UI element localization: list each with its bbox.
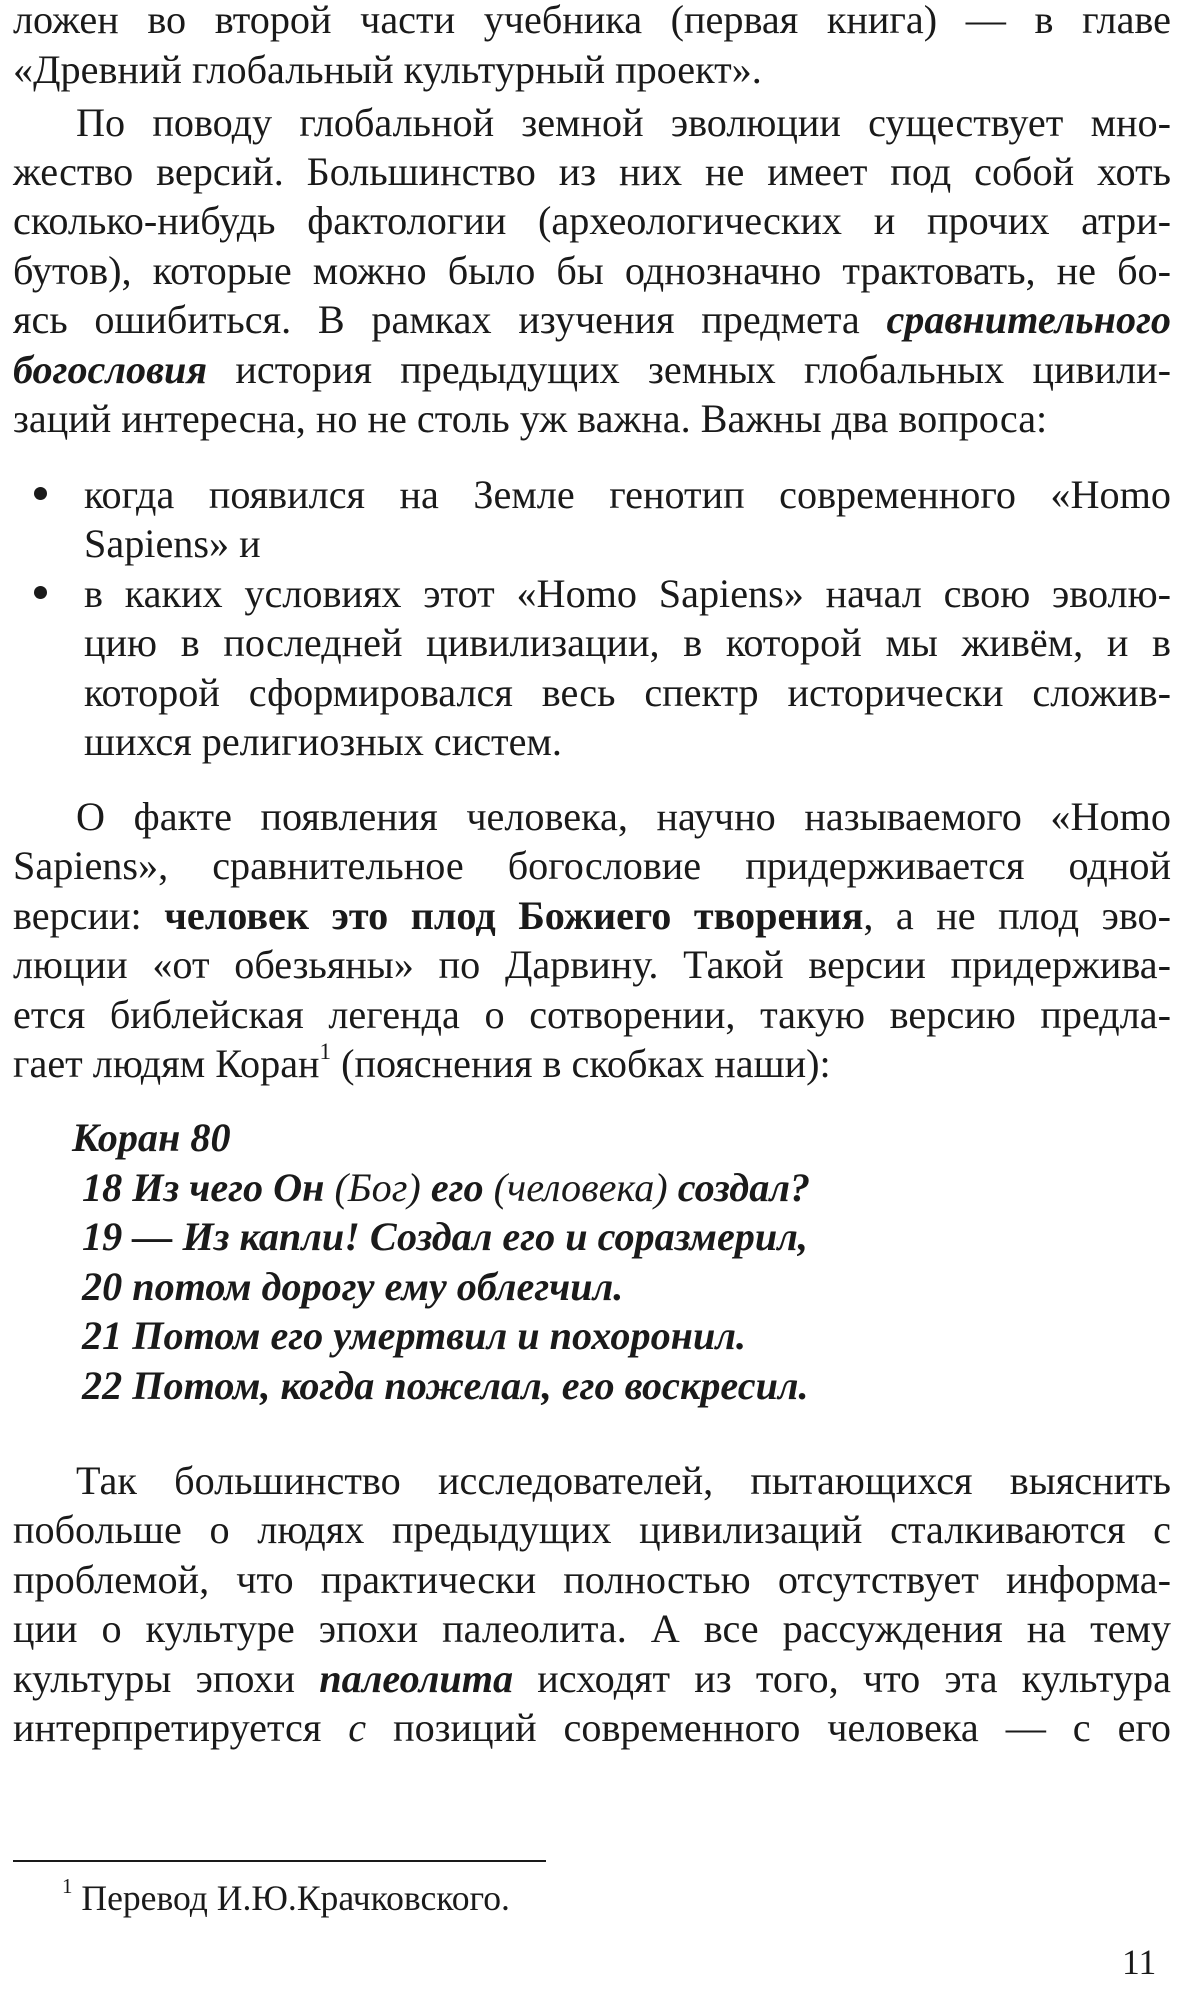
text-line — [13, 891, 1171, 940]
text-line: ции о культуре эпохи палеолита. А все рассуждения на тему — [13, 1606, 1171, 1651]
text-line: ется библейская легенда о сотворении, такую версию предла- — [13, 992, 1171, 1037]
text-line: проблемой, что практически полностью отсутствует информа- — [13, 1557, 1171, 1602]
gloss: (человека) — [493, 1165, 668, 1210]
quote-verse: 21 Потом его умертвил и похоронил. — [82, 1313, 747, 1358]
list-item-line: которой сформировался весь спектр исторически сложив- — [84, 670, 1171, 715]
text-line: люции «от обезьяны» по Дарвину. Такой версии придержива- — [13, 942, 1171, 987]
text-line: жество версий. Большинство из них не имеет под собой хоть — [13, 149, 1171, 194]
quote-verse: 19 — Из капли! Создал его и соразмерил, — [82, 1214, 808, 1259]
text-run: позиций современного человека — с его — [366, 1705, 1171, 1750]
text-run: культуры эпохи — [13, 1656, 320, 1701]
text-line: О факте появления человека, научно называемого «Homo — [76, 794, 1171, 839]
text-run: гает людям Коран — [13, 1041, 320, 1086]
text-run: создал? — [667, 1165, 811, 1210]
text-line — [13, 1703, 1171, 1752]
bullet-icon — [34, 487, 47, 500]
text-line — [13, 1039, 1171, 1088]
footnote — [62, 1876, 510, 1920]
emphasis-term: палеолита — [319, 1656, 514, 1701]
footnote-text: Перевод И.Ю.Крачковского. — [72, 1878, 510, 1918]
text-line — [13, 345, 1171, 394]
text-line — [13, 1654, 1171, 1703]
emphasis-term: сравнительного — [886, 297, 1171, 342]
list-item-line: Sapiens» и — [84, 521, 261, 566]
text-line — [13, 295, 1171, 344]
text-run: его — [420, 1165, 494, 1210]
quote-heading: Коран 80 — [72, 1115, 231, 1160]
quote-verse: 22 Потом, когда пожелал, его воскресил. — [82, 1363, 809, 1408]
text-line: По поводу глобальной земной эволюции существует мно- — [76, 100, 1171, 145]
footnote-separator — [13, 1860, 546, 1862]
text-run: версии: — [13, 893, 165, 938]
text-run: исходят из того, что эта культура — [513, 1656, 1171, 1701]
text-line: «Древний глобальный культурный проект». — [13, 47, 762, 92]
text-run: ясь ошибиться. В рамках изучения предмета — [13, 297, 887, 342]
footnote-mark: 1 — [62, 1874, 73, 1899]
text-run: (пояснения в скобках наши): — [331, 1041, 831, 1086]
text-run: , а не плод эво- — [863, 893, 1171, 938]
quote-verse — [82, 1163, 1184, 1212]
list-item-line: в каких условиях этот «Homo Sapiens» начал свою эволю- — [84, 571, 1171, 616]
emphasis-letter: с — [348, 1705, 367, 1750]
list-item-line: шихся религиозных систем. — [84, 719, 562, 764]
footnote-reference: 1 — [319, 1038, 332, 1064]
text-line: Sapiens», сравнительное богословие придерживается одной — [13, 843, 1171, 888]
emphasis-term: богословия — [13, 347, 208, 392]
gloss: (Бог) — [334, 1165, 421, 1210]
emphasis-phrase: человек это плод Божиего творения — [164, 893, 864, 938]
page-number: 11 — [1122, 1942, 1157, 1982]
text-run: 18 Из чего Он — [82, 1165, 335, 1210]
list-item-line: цию в последней цивилизации, в которой мы живём, и в — [84, 620, 1171, 665]
text-line: заций интересна, но не столь уж важна. Важны два вопроса: — [13, 396, 1048, 441]
text-run: интерпретируется — [13, 1705, 349, 1750]
list-item-line: когда появился на Земле генотип современного «Homo — [84, 472, 1171, 517]
quote-verse: 20 потом дорогу ему облегчил. — [82, 1264, 624, 1309]
bullet-icon — [34, 586, 47, 599]
text-line: бутов), которые можно было бы однозначно трактовать, не бо- — [13, 248, 1171, 293]
text-line: ложен во второй части учебника (первая книга) — в главе — [13, 0, 1171, 42]
text-line: сколько-нибудь фактологии (археологических и прочих атри- — [13, 198, 1171, 243]
text-line: Так большинство исследователей, пытающихся выяснить — [76, 1458, 1171, 1503]
text-run: история предыдущих земных глобальных цивили- — [207, 347, 1171, 392]
text-line: побольше о людях предыдущих цивилизаций сталкиваются с — [13, 1507, 1171, 1552]
